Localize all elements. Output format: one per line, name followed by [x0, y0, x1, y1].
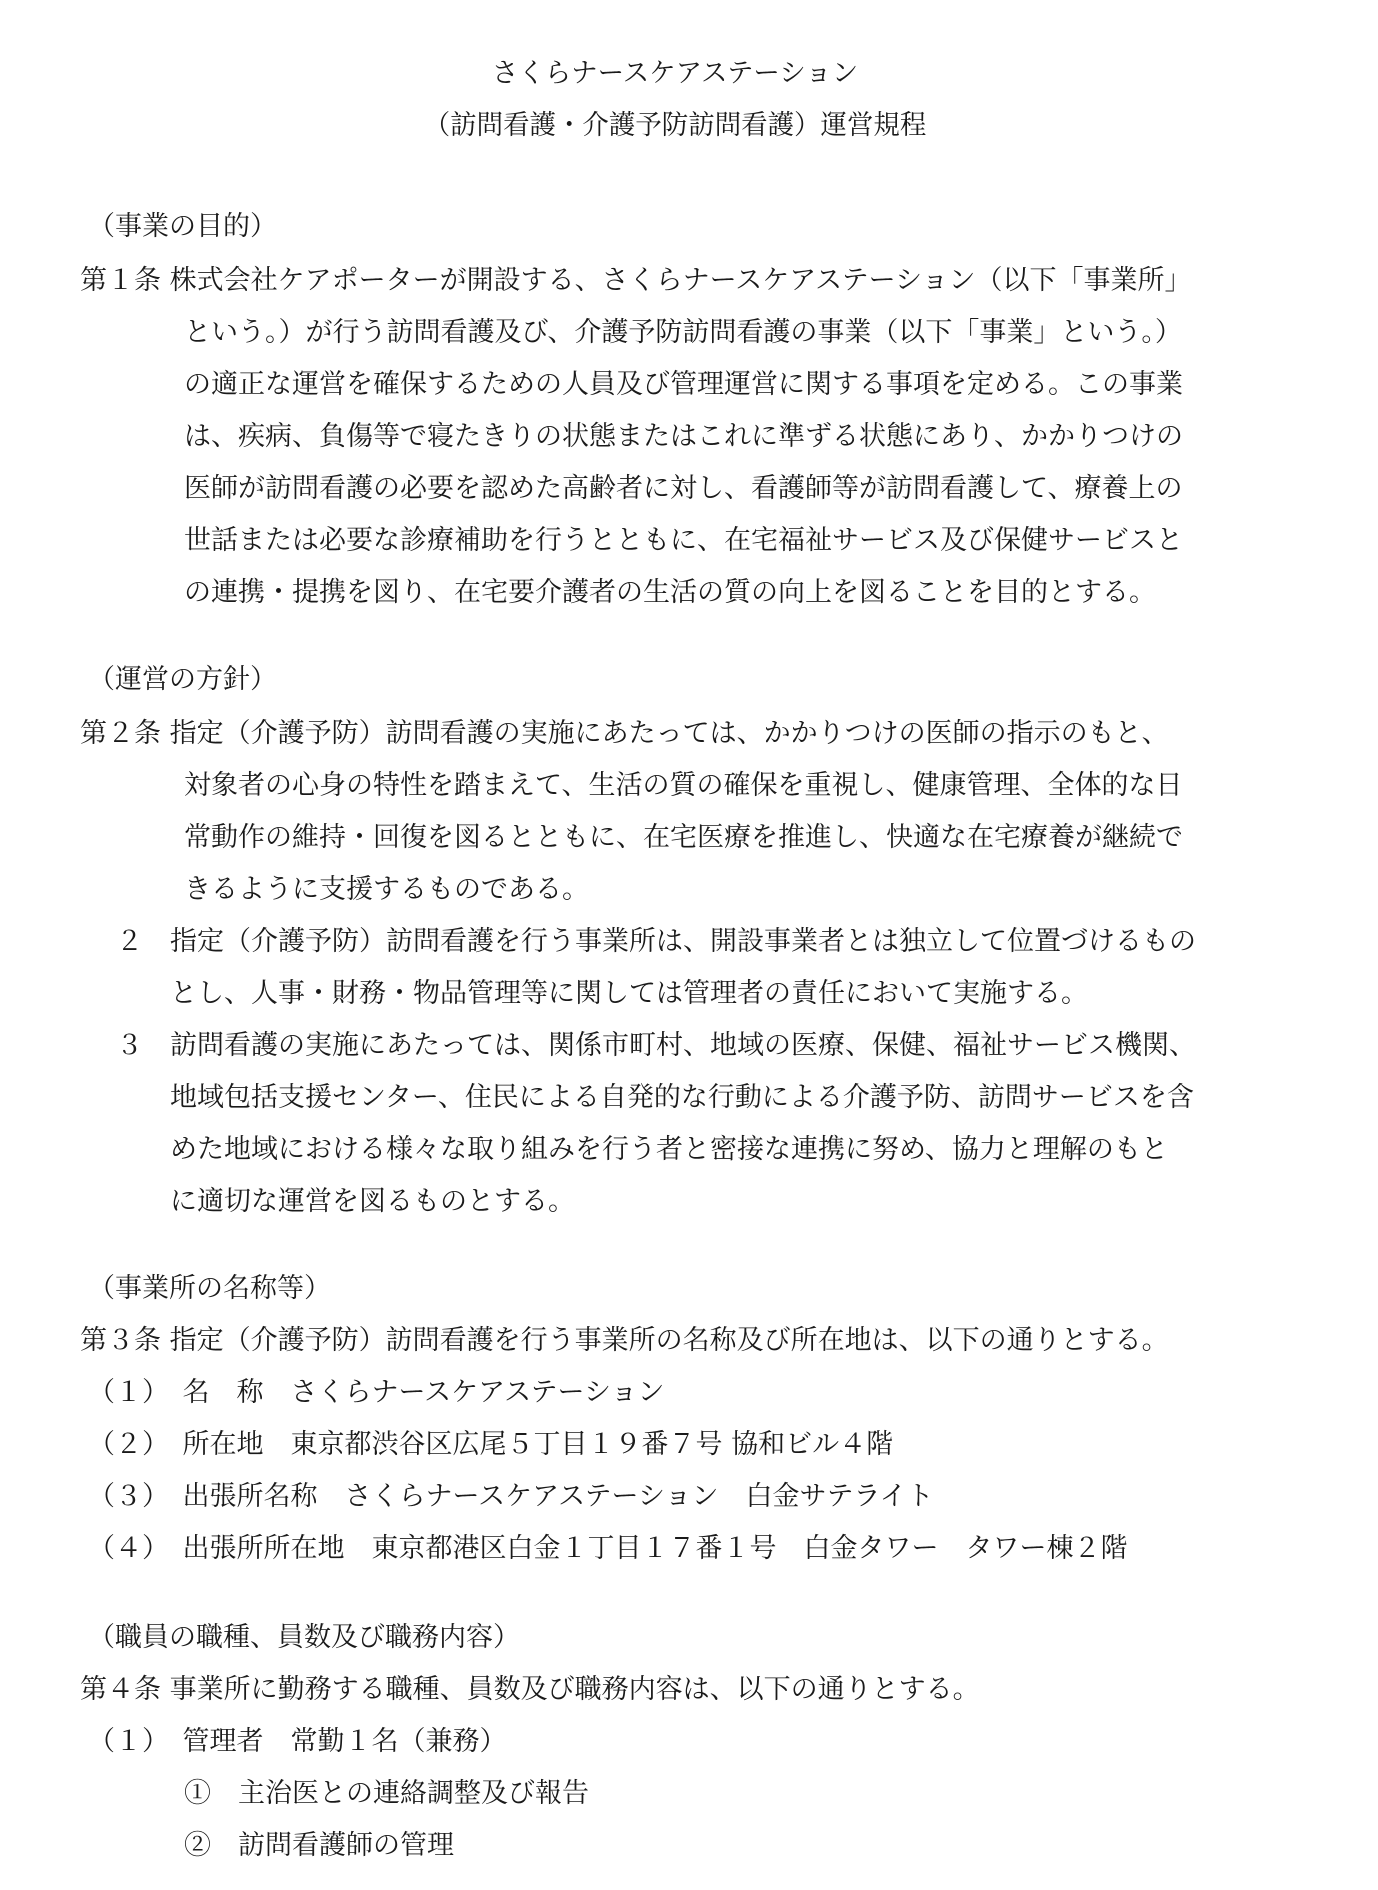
article-2-item-3-line: ３ 訪問看護の実施にあたっては、関係市町村、地域の医療、保健、福祉サービス機関、 [116, 1030, 1196, 1061]
article-3-caption: （事業所の名称等） [88, 1273, 331, 1304]
document-subtitle: （訪問看護・介護予防訪問看護）運営規程 [423, 110, 927, 141]
article-2-item-3-line: に適切な運営を図るものとする。 [170, 1186, 575, 1217]
article-1-line: の連携・提携を図り、在宅要介護者の生活の質の向上を図ることを目的とする。 [184, 577, 1156, 608]
article-1-line: の適正な運営を確保するための人員及び管理運営に関する事項を定める。この事業 [184, 369, 1183, 400]
article-2-line: きるように支援するものである。 [184, 874, 589, 905]
article-2-line: 常動作の維持・回復を図るとともに、在宅医療を推進し、快適な在宅療養が継続で [184, 822, 1183, 853]
article-4-lead: 第４条 事業所に勤務する職種、員数及び職務内容は、以下の通りとする。 [80, 1674, 980, 1705]
article-4-list-item: （１） 管理者 常勤１名（兼務） [88, 1726, 507, 1757]
article-4-duty-item: ① 主治医との連絡調整及び報告 [184, 1778, 589, 1809]
article-3-list-item: （１） 名 称 さくらナースケアステーション [88, 1377, 665, 1408]
article-2-item-3-line: 地域包括支援センター、住民による自発的な行動による介護予防、訪問サービスを含 [170, 1082, 1194, 1113]
article-2-item-3-line: めた地域における様々な取り組みを行う者と密接な連携に努め、協力と理解のもと [170, 1134, 1168, 1165]
article-1-caption: （事業の目的） [88, 211, 277, 242]
article-4-duty-item: ② 訪問看護師の管理 [184, 1830, 454, 1861]
article-2-line: 対象者の心身の特性を踏まえて、生活の質の確保を重視し、健康管理、全体的な日 [184, 770, 1183, 801]
article-1-line: という。）が行う訪問看護及び、介護予防訪問看護の事業（以下「事業」という。） [184, 317, 1182, 348]
article-2-caption: （運営の方針） [88, 664, 277, 695]
article-3-list-item: （３） 出張所名称 さくらナースケアステーション 白金サテライト [88, 1481, 934, 1512]
article-3-lead: 第３条 指定（介護予防）訪問看護を行う事業所の名称及び所在地は、以下の通りとする。 [80, 1325, 1169, 1356]
article-4-caption: （職員の職種、員数及び職務内容） [88, 1622, 520, 1653]
article-1-line: 世話または必要な診療補助を行うとともに、在宅福祉サービス及び保健サービスと [184, 525, 1183, 556]
article-1-line: 第１条 株式会社ケアポーターが開設する、さくらナースケアステーション（以下「事業所」 [80, 265, 1192, 296]
article-2-line: 第２条 指定（介護予防）訪問看護の実施にあたっては、かかりつけの医師の指示のもと、 [80, 718, 1169, 749]
article-3-list-item: （４） 出張所所在地 東京都港区白金１丁目１７番１号 白金タワー タワー棟２階 [88, 1533, 1128, 1564]
article-1-line: は、疾病、負傷等で寝たきりの状態またはこれに準ずる状態にあり、かかりつけの [184, 421, 1183, 452]
article-3-list-item: （２） 所在地 東京都渋谷区広尾５丁目１９番７号 協和ビル４階 [88, 1429, 894, 1460]
article-1-line: 医師が訪問看護の必要を認めた高齢者に対し、看護師等が訪問看護して、療養上の [184, 473, 1183, 504]
article-2-item-2-line: ２ 指定（介護予防）訪問看護を行う事業所は、開設事業者とは独立して位置づけるもの [116, 926, 1196, 957]
article-2-item-2-line: とし、人事・財務・物品管理等に関しては管理者の責任において実施する。 [170, 978, 1088, 1009]
document-title: さくらナースケアステーション [491, 58, 859, 89]
